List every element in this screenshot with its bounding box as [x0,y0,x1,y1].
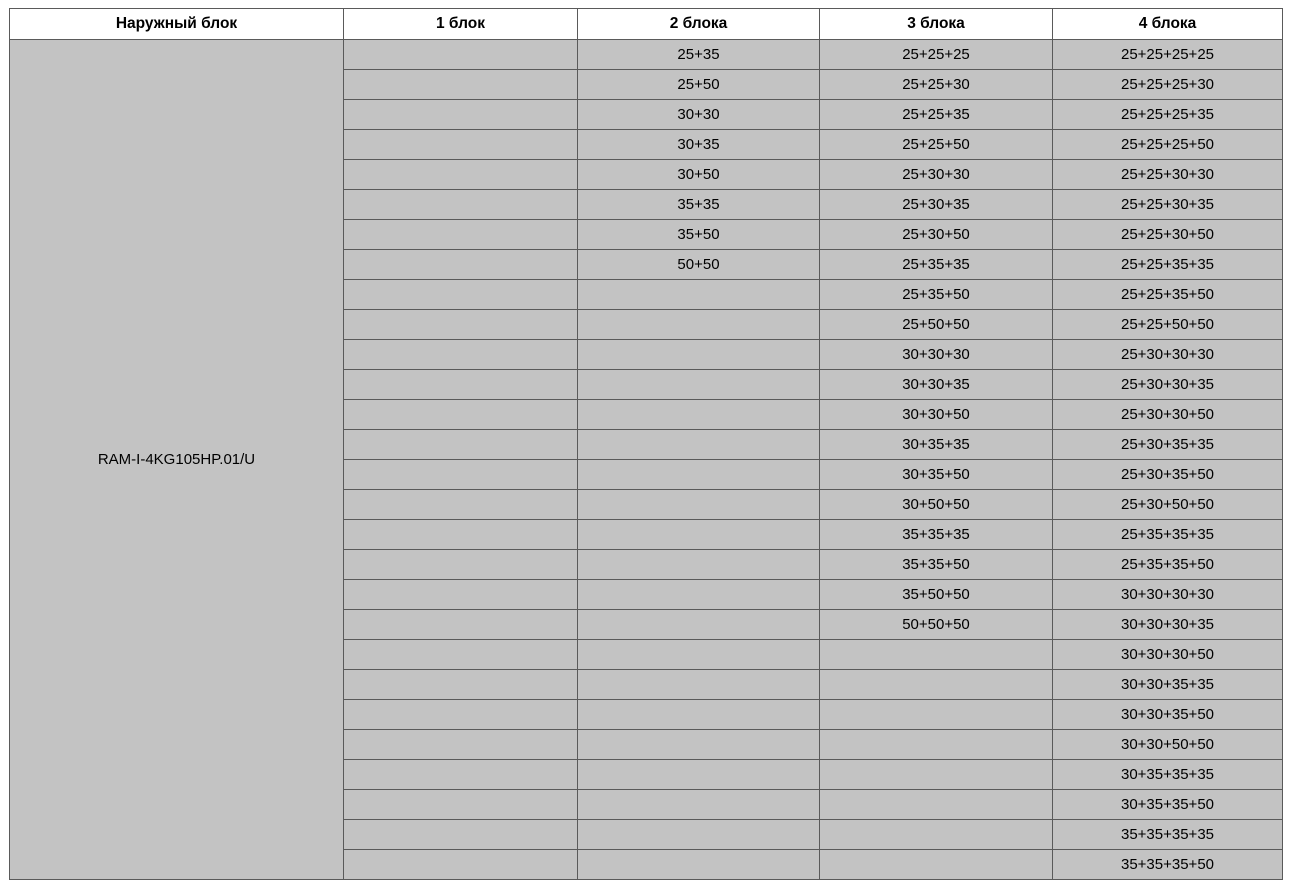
cell-3-blocks [820,850,1053,880]
cell-3-blocks [820,670,1053,700]
cell-1-block [344,280,578,310]
cell-3-blocks: 30+30+35 [820,370,1053,400]
cell-2-blocks [578,760,820,790]
column-header-3-blocks: 3 блока [820,9,1053,40]
cell-1-block [344,580,578,610]
cell-2-blocks: 50+50 [578,250,820,280]
cell-2-blocks: 35+35 [578,190,820,220]
cell-2-blocks [578,400,820,430]
cell-3-blocks [820,730,1053,760]
cell-3-blocks [820,790,1053,820]
cell-4-blocks: 30+30+35+35 [1053,670,1283,700]
cell-3-blocks: 25+25+35 [820,100,1053,130]
cell-4-blocks: 30+35+35+50 [1053,790,1283,820]
column-header-outdoor-unit: Наружный блок [10,9,344,40]
cell-3-blocks: 30+50+50 [820,490,1053,520]
cell-1-block [344,40,578,70]
cell-2-blocks [578,370,820,400]
cell-1-block [344,820,578,850]
cell-4-blocks: 25+30+30+35 [1053,370,1283,400]
cell-2-blocks [578,850,820,880]
cell-1-block [344,520,578,550]
cell-1-block [344,250,578,280]
cell-4-blocks: 25+30+30+50 [1053,400,1283,430]
cell-3-blocks: 25+35+50 [820,280,1053,310]
cell-1-block [344,370,578,400]
cell-1-block [344,130,578,160]
cell-3-blocks: 25+25+50 [820,130,1053,160]
cell-1-block [344,430,578,460]
cell-4-blocks: 25+25+30+35 [1053,190,1283,220]
cell-2-blocks [578,670,820,700]
cell-1-block [344,640,578,670]
cell-3-blocks: 25+30+30 [820,160,1053,190]
cell-2-blocks: 35+50 [578,220,820,250]
cell-1-block [344,610,578,640]
cell-4-blocks: 25+30+30+30 [1053,340,1283,370]
cell-4-blocks: 30+30+30+35 [1053,610,1283,640]
outdoor-unit-model: RAM-I-4KG105HP.01/U [10,40,344,880]
cell-1-block [344,400,578,430]
cell-1-block [344,190,578,220]
table-row [10,40,1283,70]
cell-4-blocks: 25+35+35+35 [1053,520,1283,550]
cell-2-blocks [578,550,820,580]
cell-2-blocks [578,580,820,610]
cell-4-blocks: 25+25+25+30 [1053,70,1283,100]
cell-1-block [344,790,578,820]
cell-4-blocks: 25+25+35+50 [1053,280,1283,310]
cell-4-blocks: 35+35+35+35 [1053,820,1283,850]
cell-3-blocks: 25+30+50 [820,220,1053,250]
cell-4-blocks: 35+35+35+50 [1053,850,1283,880]
cell-4-blocks: 25+35+35+50 [1053,550,1283,580]
cell-2-blocks [578,340,820,370]
cell-3-blocks: 35+50+50 [820,580,1053,610]
cell-3-blocks: 25+50+50 [820,310,1053,340]
cell-1-block [344,100,578,130]
column-header-1-block: 1 блок [344,9,578,40]
cell-4-blocks: 30+35+35+35 [1053,760,1283,790]
cell-3-blocks: 35+35+35 [820,520,1053,550]
cell-4-blocks: 30+30+50+50 [1053,730,1283,760]
cell-3-blocks: 25+25+25 [820,40,1053,70]
cell-1-block [344,220,578,250]
cell-3-blocks: 25+30+35 [820,190,1053,220]
indoor-unit-combination-table [9,8,1283,880]
cell-1-block [344,850,578,880]
cell-3-blocks [820,760,1053,790]
cell-2-blocks [578,520,820,550]
cell-4-blocks: 25+25+25+50 [1053,130,1283,160]
cell-4-blocks: 25+30+35+50 [1053,460,1283,490]
cell-4-blocks: 30+30+30+30 [1053,580,1283,610]
cell-2-blocks [578,820,820,850]
cell-3-blocks: 25+25+30 [820,70,1053,100]
cell-3-blocks: 30+35+50 [820,460,1053,490]
cell-2-blocks [578,310,820,340]
cell-3-blocks: 25+35+35 [820,250,1053,280]
cell-4-blocks: 25+25+30+30 [1053,160,1283,190]
cell-4-blocks: 25+30+50+50 [1053,490,1283,520]
cell-2-blocks [578,610,820,640]
cell-1-block [344,730,578,760]
cell-2-blocks: 30+30 [578,100,820,130]
cell-2-blocks [578,700,820,730]
cell-2-blocks [578,640,820,670]
cell-1-block [344,550,578,580]
cell-3-blocks [820,820,1053,850]
cell-4-blocks: 25+25+35+35 [1053,250,1283,280]
cell-4-blocks: 25+25+25+35 [1053,100,1283,130]
cell-3-blocks [820,640,1053,670]
column-header-4-blocks: 4 блока [1053,9,1283,40]
cell-2-blocks: 30+50 [578,160,820,190]
cell-3-blocks [820,700,1053,730]
cell-2-blocks: 25+50 [578,70,820,100]
cell-3-blocks: 30+30+30 [820,340,1053,370]
cell-1-block [344,760,578,790]
cell-2-blocks [578,730,820,760]
cell-2-blocks [578,460,820,490]
cell-2-blocks: 25+35 [578,40,820,70]
table-header-row [10,9,1283,40]
cell-1-block [344,160,578,190]
cell-1-block [344,70,578,100]
cell-3-blocks: 30+30+50 [820,400,1053,430]
cell-2-blocks [578,490,820,520]
cell-4-blocks: 30+30+30+50 [1053,640,1283,670]
cell-1-block [344,490,578,520]
cell-3-blocks: 50+50+50 [820,610,1053,640]
cell-2-blocks: 30+35 [578,130,820,160]
cell-3-blocks: 35+35+50 [820,550,1053,580]
table-body [10,40,1283,880]
cell-3-blocks: 30+35+35 [820,430,1053,460]
cell-4-blocks: 25+30+35+35 [1053,430,1283,460]
cell-4-blocks: 25+25+30+50 [1053,220,1283,250]
cell-1-block [344,460,578,490]
cell-2-blocks [578,790,820,820]
cell-1-block [344,670,578,700]
cell-2-blocks [578,430,820,460]
cell-4-blocks: 25+25+50+50 [1053,310,1283,340]
cell-1-block [344,310,578,340]
table-header [10,9,1283,40]
cell-1-block [344,700,578,730]
column-header-2-blocks: 2 блока [578,9,820,40]
cell-4-blocks: 25+25+25+25 [1053,40,1283,70]
cell-4-blocks: 30+30+35+50 [1053,700,1283,730]
cell-2-blocks [578,280,820,310]
cell-1-block [344,340,578,370]
